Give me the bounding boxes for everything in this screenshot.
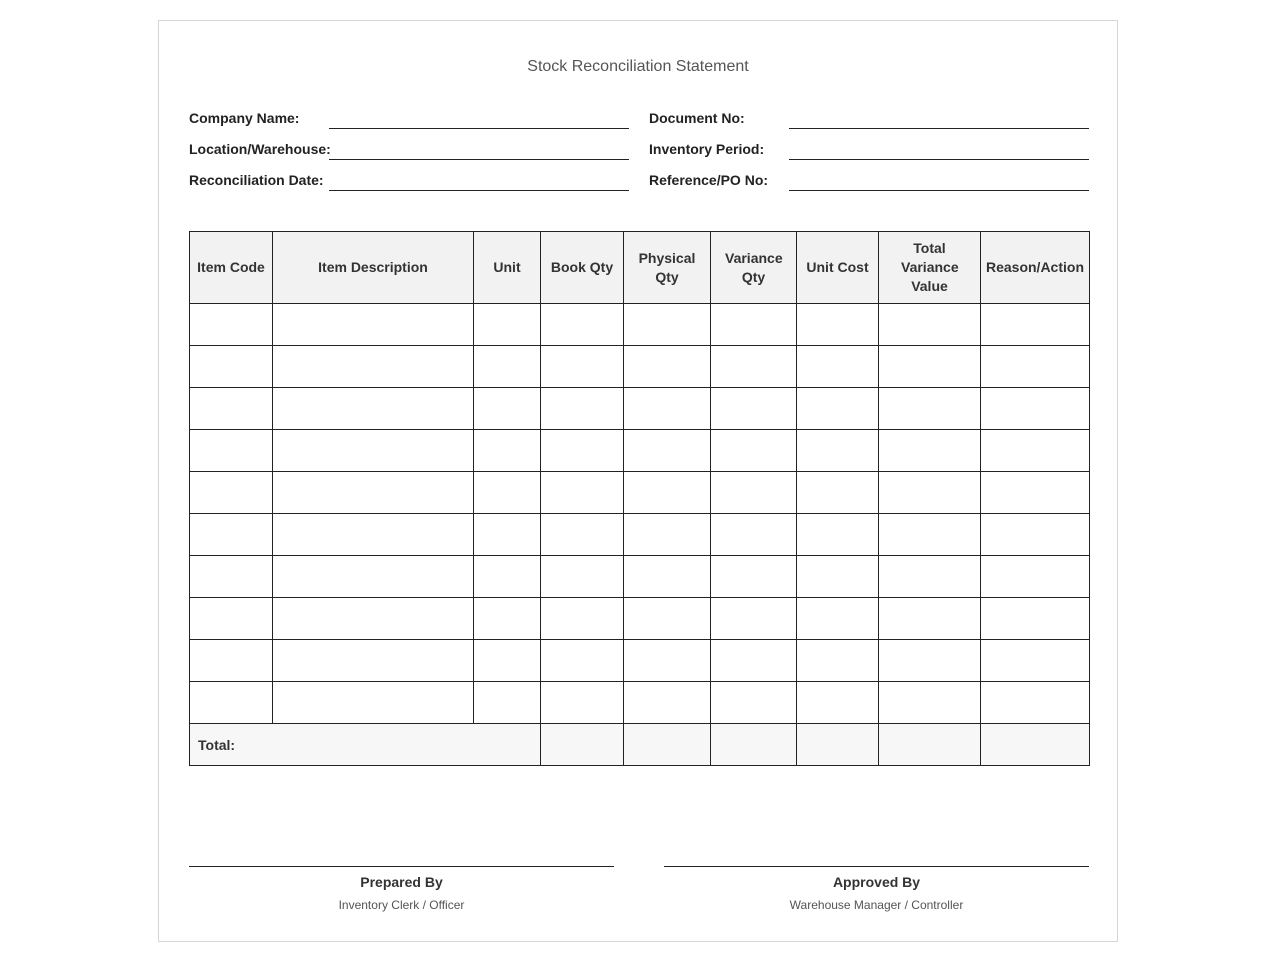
approved-by-title: Approved By [832,874,921,890]
prepared-by-subtitle: Inventory Clerk / Officer [338,898,465,912]
cell-unit[interactable] [474,304,541,346]
total-physical-qty-cell[interactable] [624,724,711,766]
cell-item-code[interactable] [190,346,273,388]
cell-unit[interactable] [474,346,541,388]
company-name-field [189,110,629,134]
cell-unit-cost[interactable] [797,346,879,388]
cell-item-code[interactable] [190,598,273,640]
cell-unit-cost[interactable] [797,430,879,472]
cell-item-code[interactable] [190,514,273,556]
cell-book-qty[interactable] [541,430,624,472]
cell-item-code[interactable] [190,472,273,514]
cell-physical-qty[interactable] [624,430,711,472]
inventory-period-field [649,141,1089,165]
cell-unit[interactable] [474,598,541,640]
table-row [190,304,1090,346]
cell-variance-qty[interactable] [711,682,797,724]
table-row [190,346,1090,388]
cell-physical-qty[interactable] [624,346,711,388]
cell-book-qty[interactable] [541,514,624,556]
prepared-by-signature-line[interactable] [189,866,614,867]
document-title: Stock Reconciliation Statement [527,58,749,75]
cell-physical-qty[interactable] [624,556,711,598]
table-row [190,598,1090,640]
cell-variance-qty[interactable] [711,430,797,472]
cell-book-qty[interactable] [541,682,624,724]
cell-reason-action[interactable] [981,640,1090,682]
prepared-by-signature [189,866,614,912]
cell-reason-action[interactable] [981,682,1090,724]
cell-variance-qty[interactable] [711,388,797,430]
total-reason-action-cell[interactable] [981,724,1090,766]
cell-book-qty[interactable] [541,598,624,640]
cell-variance-qty[interactable] [711,598,797,640]
cell-item-code[interactable] [190,430,273,472]
cell-unit-cost[interactable] [797,556,879,598]
reconciliation-date-input[interactable] [329,190,629,191]
cell-book-qty[interactable] [541,304,624,346]
total-variance-value-cell[interactable] [879,724,981,766]
cell-reason-action[interactable] [981,346,1090,388]
cell-physical-qty[interactable] [624,682,711,724]
cell-book-qty[interactable] [541,388,624,430]
cell-reason-action[interactable] [981,556,1090,598]
reference-po-field [649,172,1089,196]
cell-item-code[interactable] [190,640,273,682]
company-name-input[interactable] [329,128,629,129]
cell-book-qty[interactable] [541,556,624,598]
cell-unit[interactable] [474,682,541,724]
cell-variance-qty[interactable] [711,346,797,388]
inventory-period-label: Inventory Period: [649,141,765,157]
cell-item-code[interactable] [190,556,273,598]
cell-physical-qty[interactable] [624,388,711,430]
column-header-unit: Unit [474,232,541,304]
table-row [190,430,1090,472]
company-name-label: Company Name: [189,110,300,126]
cell-variance-qty[interactable] [711,472,797,514]
table-row [190,472,1090,514]
total-unit-cost-cell[interactable] [797,724,879,766]
cell-book-qty[interactable] [541,640,624,682]
cell-reason-action[interactable] [981,304,1090,346]
cell-physical-qty[interactable] [624,304,711,346]
cell-variance-qty[interactable] [711,304,797,346]
cell-item-description[interactable] [273,640,474,682]
column-header-book-qty: Book Qty [541,232,624,304]
location-warehouse-field [189,141,629,165]
cell-reason-action[interactable] [981,598,1090,640]
cell-item-description[interactable] [273,598,474,640]
cell-item-description[interactable] [273,682,474,724]
location-warehouse-label: Location/Warehouse: [189,141,331,157]
reconciliation-table [189,231,1090,766]
cell-total-variance-value[interactable] [879,598,981,640]
document-no-label: Document No: [649,110,745,126]
table-row [190,388,1090,430]
approved-by-subtitle: Warehouse Manager / Controller [789,898,964,912]
document-no-field [649,110,1089,134]
column-header-total-variance-value: Total Variance Value [879,232,981,304]
cell-variance-qty[interactable] [711,514,797,556]
column-header-item-description: Item Description [273,232,474,304]
approved-by-signature-line[interactable] [664,866,1089,867]
cell-item-description[interactable] [273,304,474,346]
cell-unit-cost[interactable] [797,598,879,640]
table-body [190,304,1090,766]
table-header-row [190,232,1090,304]
reference-po-label: Reference/PO No: [649,172,769,188]
cell-item-description[interactable] [273,556,474,598]
column-header-physical-qty: Physical Qty [624,232,711,304]
cell-unit[interactable] [474,556,541,598]
cell-book-qty[interactable] [541,472,624,514]
total-row [190,724,1090,766]
document-no-input[interactable] [789,128,1089,129]
cell-item-code[interactable] [190,388,273,430]
cell-physical-qty[interactable] [624,598,711,640]
table-row [190,514,1090,556]
cell-total-variance-value[interactable] [879,346,981,388]
cell-unit[interactable] [474,472,541,514]
cell-item-description[interactable] [273,430,474,472]
reconciliation-date-field [189,172,629,196]
column-header-variance-qty: Variance Qty [711,232,797,304]
inventory-period-input[interactable] [789,159,1089,160]
cell-unit-cost[interactable] [797,472,879,514]
cell-total-variance-value[interactable] [879,388,981,430]
cell-unit-cost[interactable] [797,682,879,724]
cell-physical-qty[interactable] [624,640,711,682]
cell-unit[interactable] [474,514,541,556]
reconciliation-date-label: Reconciliation Date: [189,172,324,188]
cell-unit-cost[interactable] [797,640,879,682]
cell-total-variance-value[interactable] [879,514,981,556]
cell-unit-cost[interactable] [797,514,879,556]
cell-unit-cost[interactable] [797,304,879,346]
table-row [190,556,1090,598]
cell-item-description[interactable] [273,346,474,388]
cell-book-qty[interactable] [541,346,624,388]
cell-unit[interactable] [474,388,541,430]
column-header-item-code: Item Code [190,232,273,304]
prepared-by-title: Prepared By [360,874,443,890]
cell-reason-action[interactable] [981,514,1090,556]
column-header-unit-cost: Unit Cost [797,232,879,304]
cell-reason-action[interactable] [981,388,1090,430]
cell-total-variance-value[interactable] [879,304,981,346]
table-row [190,682,1090,724]
cell-item-description[interactable] [273,514,474,556]
cell-total-variance-value[interactable] [879,682,981,724]
cell-unit[interactable] [474,430,541,472]
cell-total-variance-value[interactable] [879,640,981,682]
cell-unit[interactable] [474,640,541,682]
cell-reason-action[interactable] [981,430,1090,472]
cell-item-code[interactable] [190,304,273,346]
table-row [190,640,1090,682]
location-warehouse-input[interactable] [329,159,629,160]
cell-physical-qty[interactable] [624,472,711,514]
cell-physical-qty[interactable] [624,514,711,556]
cell-item-code[interactable] [190,682,273,724]
reference-po-input[interactable] [789,190,1089,191]
total-label: Total: [190,724,541,766]
cell-item-description[interactable] [273,388,474,430]
cell-unit-cost[interactable] [797,388,879,430]
cell-item-description[interactable] [273,472,474,514]
document-sheet [158,20,1118,942]
approved-by-signature [664,866,1089,912]
total-variance-qty-cell[interactable] [711,724,797,766]
cell-reason-action[interactable] [981,472,1090,514]
cell-total-variance-value[interactable] [879,556,981,598]
column-header-reason-action: Reason/Action [981,232,1090,304]
cell-variance-qty[interactable] [711,556,797,598]
cell-total-variance-value[interactable] [879,472,981,514]
cell-total-variance-value[interactable] [879,430,981,472]
total-book-qty-cell[interactable] [541,724,624,766]
cell-variance-qty[interactable] [711,640,797,682]
